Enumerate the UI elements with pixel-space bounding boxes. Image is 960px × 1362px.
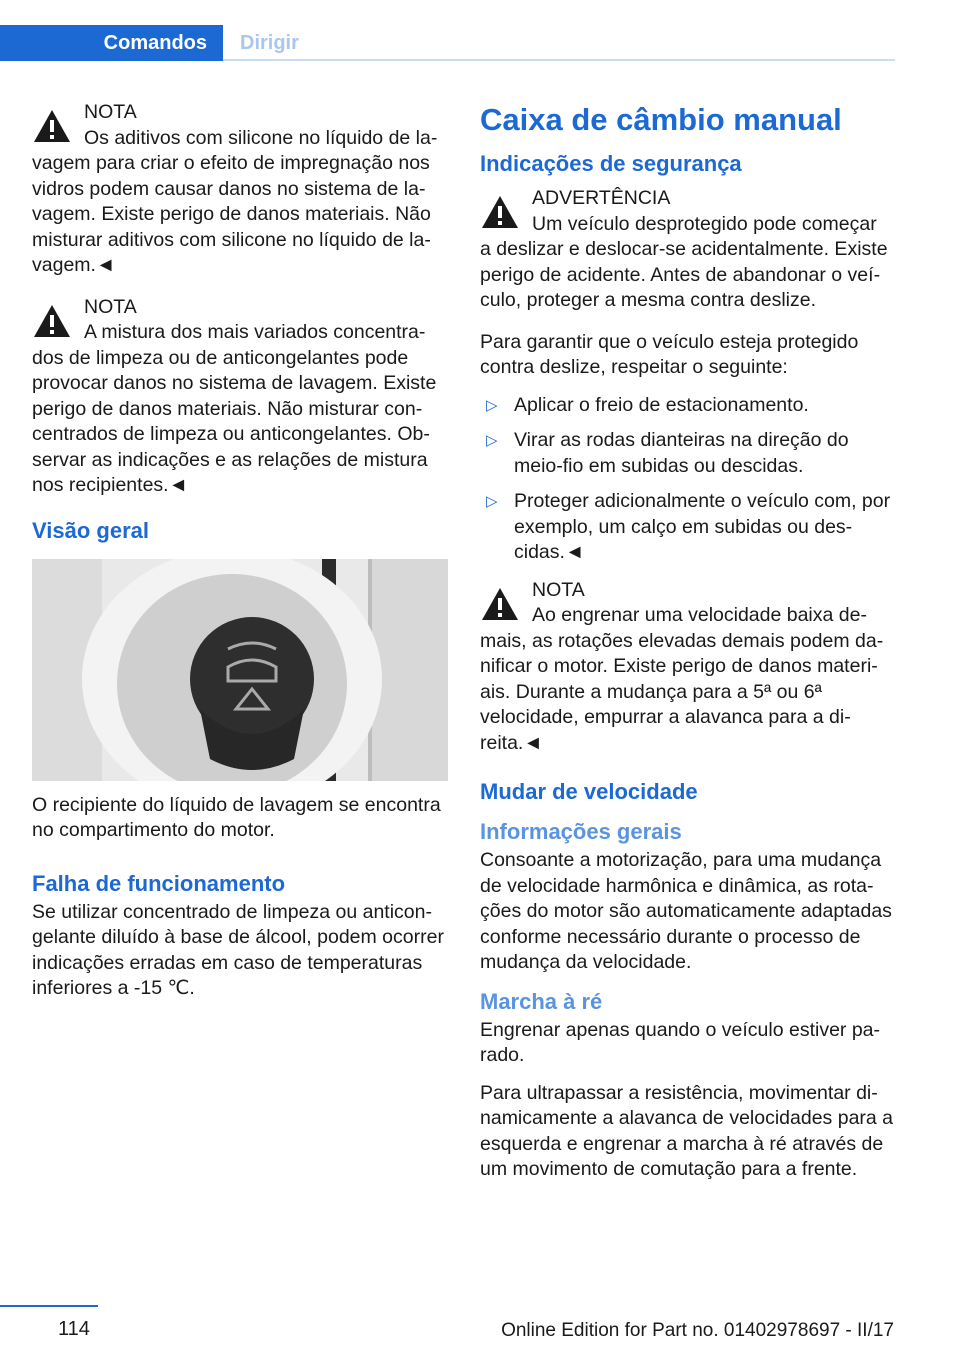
note-body: vagem para criar o efeito de impregnação nos vidros podem causar danos no sistema de lavagem. Existe perigo de danos materiais. Não misturar aditivos com silicone no líquido de lavagem.◄ [32,152,431,276]
page-title: Caixa de câmbio manual [480,102,842,137]
section-heading-safety: Indicações de segurança [480,151,742,176]
safety-list [480,393,896,566]
tab-comandos[interactable]: Comandos [0,25,223,61]
subheading-general: Informações gerais [480,819,682,844]
note-block [32,100,448,279]
note-first-line: Os aditivos com silicone no líquido de la- [84,126,438,149]
warning-triangle-icon [32,108,72,144]
note-block [32,295,448,499]
warning-body: a deslizar e deslocar-se acidentalmente. Existe perigo de acidente. Antes de abandonar o veículo, proteger a mesma contra deslize. [480,238,888,311]
section-heading-shift: Mudar de velocidade [480,779,698,804]
chapter-tabs [0,25,895,61]
triangle-bullet-icon: ▷ [486,493,498,510]
washer-fluid-reservoir-photo [32,559,448,781]
subheading-reverse: Marcha à ré [480,988,603,1014]
section-heading-malfunction: Falha de funcionamento [32,870,286,896]
tab-dirigir[interactable]: Dirigir [240,32,299,54]
tab-underline [223,59,895,61]
general-text: Consoante a motorização, para uma mudança de velocidade harmônica e dinâmica, as rotações do motor são automaticamente adaptadas conforme necessário durante o processo de mudança da velocidade. [480,849,892,973]
left-column [32,100,448,1014]
right-column [480,100,896,1195]
note-block [480,578,896,757]
note-first-line: A mistura dos mais variados concentra- [84,321,426,343]
warning-triangle-icon [32,303,72,339]
list-item: ▷ Aplicar o freio de estacionamento. [480,393,896,419]
photo-caption: O recipiente do líquido de lavagem se encontra no compartimento do motor. [32,793,441,841]
warning-triangle-icon [480,586,520,622]
warning-triangle-icon [480,194,520,230]
reverse-text-2: Para ultrapassar a resistência, movimentar dinamicamente a alavanca de velocidades para a esquerda e engrenar a marcha à ré através de um movimento de comutação para a frente. [480,1081,894,1180]
note-body: mais, as rotações elevadas demais podem danificar o motor. Existe perigo de danos materiais. Durante a mudança para a 5ª ou 6ª velocidade, empurrar a alavanca para a direita.◄ [480,629,884,754]
note-title: NOTA [84,295,137,318]
triangle-bullet-icon: ▷ [486,432,498,449]
warning-block [480,186,896,314]
list-item: ▷ Proteger adicionalmente o veículo com, por exemplo, um calço em subidas ou descidas.◄ [486,490,891,563]
reverse-text-1: Engrenar apenas quando o veículo estiver parado. [480,1018,881,1066]
safety-intro: Para garantir que o veículo esteja protegido contra deslize, respeitar o seguinte: [480,330,859,378]
page-number-rule [0,1305,98,1307]
note-title: NOTA [84,101,137,123]
note-title: NOTA [532,578,585,601]
note-body: dos de limpeza ou de anticongelantes pode provocar danos no sistema de lavagem. Existe perigo de danos materiais. Não misturar concentrados de limpeza ou anticongelantes. Observar as indicações e as relações de mistura nos recipientes.◄ [32,346,437,496]
section-heading-overview: Visão geral [32,517,149,543]
warning-title: ADVERTÊNCIA [532,187,671,209]
malfunction-text: Se utilizar concentrado de limpeza ou anticongelante diluído à base de álcool, podem ocorrer indicações erradas em caso de temperaturas inferiores a -15 ℃. [32,900,444,999]
footer-edition: Online Edition for Part no. 01402978697 - II/17 [501,1320,894,1341]
note-first-line: Ao engrenar uma velocidade baixa de- [532,604,867,626]
list-item: ▷ Virar as rodas dianteiras na direção do meio-fio em subidas ou descidas. [486,429,849,477]
warning-first-line: Um veículo desprotegido pode começar [532,212,877,235]
page-number: 114 [58,1318,90,1340]
triangle-bullet-icon: ▷ [486,396,498,414]
